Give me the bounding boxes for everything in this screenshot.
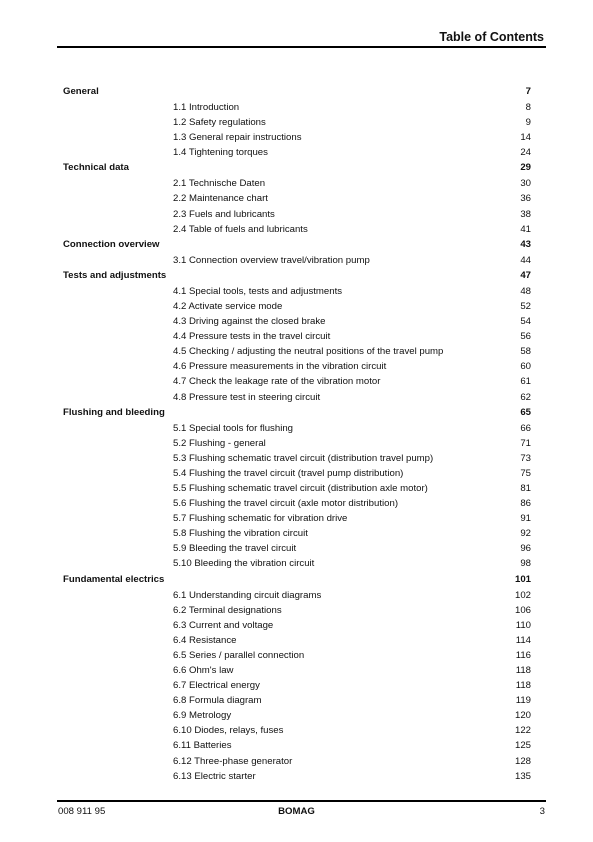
brand-name: BOMAG bbox=[278, 806, 315, 817]
toc-entry-row bbox=[63, 588, 531, 603]
toc-section-row bbox=[63, 572, 531, 588]
toc-page-number: 56 bbox=[520, 331, 531, 343]
toc-page-number: 60 bbox=[520, 361, 531, 373]
toc-page-number: 65 bbox=[520, 406, 531, 418]
toc-page-number: 66 bbox=[520, 422, 531, 434]
toc-entry-row bbox=[63, 526, 531, 541]
toc-entry-row bbox=[63, 769, 531, 784]
toc-entry-row bbox=[63, 663, 531, 678]
toc-page-number: 62 bbox=[520, 391, 531, 403]
toc-entry-row bbox=[63, 115, 531, 130]
toc-section-row bbox=[63, 268, 531, 284]
toc-page-number: 135 bbox=[514, 770, 531, 782]
toc-page-number: 120 bbox=[514, 710, 531, 722]
toc-entry-row bbox=[63, 284, 531, 299]
toc-page-number: 36 bbox=[520, 193, 531, 205]
toc-entry-row bbox=[63, 344, 531, 359]
toc-page-number: 52 bbox=[520, 300, 531, 312]
toc-page-number: 24 bbox=[520, 147, 531, 159]
toc-entry-title: 5.7 Flushing schematic for vibration drive bbox=[173, 513, 348, 525]
toc-entry-title: 4.3 Driving against the closed brake bbox=[173, 316, 326, 328]
toc-entry-row bbox=[63, 222, 531, 237]
toc-entry-title: 1.2 Safety regulations bbox=[173, 117, 266, 129]
toc-entry-title: 6.2 Terminal designations bbox=[173, 604, 282, 616]
toc-section-row bbox=[63, 237, 531, 253]
toc-entry-row bbox=[63, 633, 531, 648]
toc-entry-row bbox=[63, 723, 531, 738]
toc-section-title: Fundamental electrics bbox=[63, 573, 165, 585]
toc-entry-title: 4.7 Check the leakage rate of the vibration motor bbox=[173, 376, 381, 388]
toc-entry-title: 2.1 Technische Daten bbox=[173, 178, 266, 190]
toc-entry-row bbox=[63, 176, 531, 191]
toc-entry-title: 5.2 Flushing - general bbox=[173, 437, 266, 449]
toc-section-row bbox=[63, 84, 531, 100]
toc-entry-title: 6.8 Formula diagram bbox=[173, 695, 262, 707]
toc-entry-title: 4.4 Pressure tests in the travel circuit bbox=[173, 331, 331, 343]
toc-entry-row bbox=[63, 466, 531, 481]
toc-entry-title: 1.1 Introduction bbox=[173, 102, 240, 113]
toc-page-number: 30 bbox=[520, 178, 531, 190]
toc-page-number: 98 bbox=[520, 558, 531, 570]
toc-page-number: 114 bbox=[515, 634, 531, 646]
toc-page-number: 118 bbox=[515, 665, 531, 676]
toc-page-number: 47 bbox=[520, 269, 531, 281]
toc-page-number: 73 bbox=[520, 452, 531, 464]
toc-page-number: 110 bbox=[515, 619, 531, 631]
toc-page-number: 106 bbox=[514, 604, 531, 616]
toc-entry-title: 4.6 Pressure measurements in the vibration circuit bbox=[173, 361, 387, 373]
toc-entry-title: 2.2 Maintenance chart bbox=[173, 193, 268, 205]
toc-entry-title: 6.10 Diodes, relays, fuses bbox=[173, 725, 284, 737]
toc-entry-row bbox=[63, 390, 531, 405]
toc-page-number: 91 bbox=[520, 513, 531, 525]
toc-page-number: 119 bbox=[515, 695, 531, 707]
toc-page-number: 44 bbox=[520, 254, 531, 266]
table-of-contents bbox=[63, 84, 531, 784]
toc-page-number: 96 bbox=[520, 543, 531, 555]
toc-page-number: 118 bbox=[515, 680, 531, 692]
toc-entry-row bbox=[63, 329, 531, 344]
page-title: Table of Contents bbox=[439, 30, 544, 44]
toc-entry-title: 5.8 Flushing the vibration circuit bbox=[173, 528, 308, 540]
toc-entry-row bbox=[63, 359, 531, 374]
toc-entry-title: 5.4 Flushing the travel circuit (travel pump distribution) bbox=[173, 467, 404, 479]
toc-page-number: 86 bbox=[520, 498, 531, 510]
toc-entry-row bbox=[63, 451, 531, 466]
toc-entry-title: 4.8 Pressure test in steering circuit bbox=[173, 391, 321, 403]
toc-entry-row bbox=[63, 603, 531, 618]
toc-entry-title: 6.4 Resistance bbox=[173, 634, 237, 646]
toc-page-number: 8 bbox=[525, 102, 531, 113]
toc-entry-title: 4.5 Checking / adjusting the neutral positions of the travel pump bbox=[173, 346, 444, 358]
toc-page-number: 41 bbox=[520, 223, 531, 235]
toc-entry-title: 5.9 Bleeding the travel circuit bbox=[173, 543, 297, 555]
toc-entry-title: 2.3 Fuels and lubricants bbox=[173, 208, 275, 220]
toc-page-number: 71 bbox=[520, 437, 531, 449]
toc-page-number: 81 bbox=[520, 482, 531, 494]
toc-entry-title: 6.5 Series / parallel connection bbox=[173, 649, 305, 661]
toc-entry-title: 6.1 Understanding circuit diagrams bbox=[173, 589, 322, 601]
toc-entry-row bbox=[63, 100, 531, 115]
toc-entry-row bbox=[63, 145, 531, 160]
toc-section-title: General bbox=[63, 86, 99, 97]
toc-entry-title: 6.13 Electric starter bbox=[173, 770, 256, 782]
toc-entry-title: 6.3 Current and voltage bbox=[173, 619, 274, 631]
toc-page-number: 29 bbox=[520, 162, 531, 174]
toc-page-number: 54 bbox=[520, 316, 531, 328]
toc-entry-title: 5.5 Flushing schematic travel circuit (distribution axle motor) bbox=[173, 482, 428, 494]
toc-entry-row bbox=[63, 436, 531, 451]
toc-entry-row bbox=[63, 496, 531, 511]
toc-page-number: 122 bbox=[514, 725, 531, 737]
toc-entry-title: 5.10 Bleeding the vibration circuit bbox=[173, 558, 315, 570]
toc-entry-row bbox=[63, 130, 531, 145]
toc-entry-title: 6.11 Batteries bbox=[173, 740, 232, 752]
toc-entry-title: 6.12 Three-phase generator bbox=[173, 755, 293, 767]
toc-entry-title: 6.6 Ohm's law bbox=[173, 665, 234, 676]
toc-entry-row bbox=[63, 207, 531, 222]
toc-section-title: Flushing and bleeding bbox=[63, 406, 165, 418]
toc-page-number: 75 bbox=[520, 467, 531, 479]
toc-entry-title: 4.2 Activate service mode bbox=[173, 300, 283, 312]
toc-entry-title: 3.1 Connection overview travel/vibration pump bbox=[173, 254, 370, 266]
toc-page-number: 14 bbox=[520, 132, 531, 144]
footer-divider bbox=[57, 800, 546, 802]
toc-entry-title: 6.9 Metrology bbox=[173, 710, 232, 722]
toc-entry-row bbox=[63, 708, 531, 723]
toc-entry-title: 6.7 Electrical energy bbox=[173, 680, 260, 692]
toc-entry-row bbox=[63, 556, 531, 571]
toc-entry-row bbox=[63, 648, 531, 663]
toc-entry-title: 5.6 Flushing the travel circuit (axle motor distribution) bbox=[173, 498, 399, 510]
toc-entry-row bbox=[63, 541, 531, 556]
toc-section-row bbox=[63, 405, 531, 421]
toc-page-number: 128 bbox=[514, 755, 531, 767]
toc-entry-title: 5.1 Special tools for flushing bbox=[173, 422, 293, 434]
toc-page-number: 58 bbox=[520, 346, 531, 358]
toc-entry-row bbox=[63, 618, 531, 633]
toc-entry-title: 1.3 General repair instructions bbox=[173, 132, 302, 144]
toc-section-title: Tests and adjustments bbox=[63, 269, 167, 281]
toc-entry-row bbox=[63, 738, 531, 753]
header-divider bbox=[57, 46, 546, 48]
toc-page-number: 116 bbox=[515, 649, 531, 661]
toc-entry-row bbox=[63, 421, 531, 436]
toc-entry-row bbox=[63, 481, 531, 496]
toc-page-number: 102 bbox=[514, 589, 531, 601]
toc-entry-title: 4.1 Special tools, tests and adjustments bbox=[173, 285, 343, 297]
toc-entry-row bbox=[63, 678, 531, 693]
toc-entry-row bbox=[63, 693, 531, 708]
toc-entry-title: 2.4 Table of fuels and lubricants bbox=[173, 223, 308, 235]
toc-entry-row bbox=[63, 253, 531, 268]
toc-entry-row bbox=[63, 754, 531, 769]
document-number: 008 911 95 bbox=[58, 806, 106, 817]
toc-entry-row bbox=[63, 299, 531, 314]
toc-page-number: 48 bbox=[520, 285, 531, 297]
toc-page-number: 61 bbox=[520, 376, 531, 388]
toc-page-number: 7 bbox=[525, 86, 531, 97]
toc-page-number: 125 bbox=[514, 740, 531, 752]
page-number: 3 bbox=[539, 806, 545, 817]
toc-entry-row bbox=[63, 374, 531, 389]
toc-entry-row bbox=[63, 511, 531, 526]
toc-page-number: 9 bbox=[525, 117, 531, 129]
toc-entry-row bbox=[63, 191, 531, 206]
toc-page-number: 38 bbox=[520, 208, 531, 220]
toc-entry-title: 1.4 Tightening torques bbox=[173, 147, 268, 159]
toc-entry-row bbox=[63, 314, 531, 329]
toc-page-number: 92 bbox=[520, 528, 531, 540]
toc-section-row bbox=[63, 160, 531, 176]
toc-page-number: 101 bbox=[514, 573, 531, 585]
toc-page-number: 43 bbox=[520, 238, 531, 250]
toc-section-title: Technical data bbox=[63, 162, 129, 174]
toc-section-title: Connection overview bbox=[63, 238, 160, 250]
toc-entry-title: 5.3 Flushing schematic travel circuit (distribution travel pump) bbox=[173, 452, 434, 464]
